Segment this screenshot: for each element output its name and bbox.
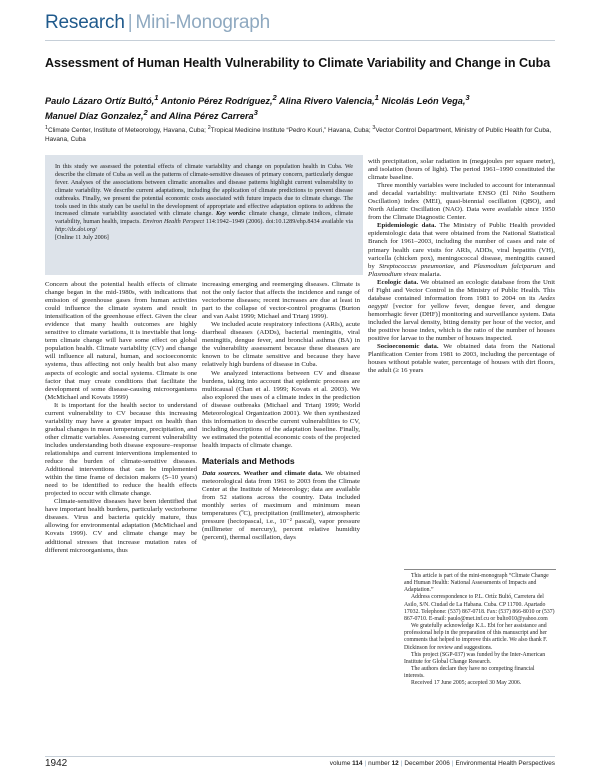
doi-link[interactable]: http://dx.doi.org/ xyxy=(55,227,97,234)
author-affiliation-marker: 2 xyxy=(272,93,277,102)
body-column-3 xyxy=(368,158,555,375)
section-name: Research xyxy=(45,12,125,33)
author-affiliation-marker: 1 xyxy=(154,93,159,102)
footnote-dates: Received 17 June 2005; accepted 30 May 2006. xyxy=(411,680,522,687)
author: and Alina Pérez Carrera xyxy=(147,111,254,122)
species-name: Plasmodium vivax xyxy=(368,270,418,278)
footnote-funding: This project (SGP-037) was funded by the Inter-American Institute for Global Change Research. xyxy=(404,651,546,665)
paragraph: We analyzed interactions between CV and disease burdens, taking into account that epidemic processes are multicausal (Chan et al. 1999; Kovats et al. 2003). We also explored the uses of a climate index in the prediction of disease outbreaks (Michael and Trtanj 1999; World Meteorological Organization 2001). We then synthesized this information to describe current vulnerabilities to CV, including descriptions of the adaptation baseline. Finally, we estimated the potential economic costs of the projected health impacts of climate change. xyxy=(202,369,360,449)
paragraph-text: , and xyxy=(453,262,474,270)
author-affiliation-marker: 3 xyxy=(253,108,258,118)
author: Antonio Pérez Rodríguez, xyxy=(158,96,273,107)
author: Alina Rivero Valencia, xyxy=(276,96,375,107)
author: Manuel Díaz Gonzalez, xyxy=(45,111,144,122)
footer-separator: | xyxy=(451,760,454,767)
keywords: climate change, climate indices, climate variability, human health, impacts. xyxy=(55,211,353,226)
body-column-2 xyxy=(202,281,360,542)
species-name: Streptococcus pneumoniae xyxy=(378,262,454,270)
volume-number: 114 xyxy=(350,760,363,767)
issue-number: 12 xyxy=(389,760,399,767)
affiliation-text: Climate Center, Institute of Meteorology, Havana, Cuba; xyxy=(47,127,208,135)
footnote-correspondence: Address correspondence to P.L. Ortíz Bultó, Carretera del Asilo, S/N. Ciudad de La Habana. Cuba. CP 11700. Apartado 17032. Telephone: (537) 867-0718. Fax: (537) 866-8010 or (537) 867-0710. E-mail: paulo@met.inf.cu or bulto010@yahoo.com xyxy=(404,594,555,622)
page-number: 1942 xyxy=(45,758,68,769)
paragraph xyxy=(368,343,555,375)
paragraph: with precipitation, solar radiation in (megajoules per square meter), and isolation (hours of light). The period 1961–1990 constituted the climate baseline. xyxy=(368,158,555,182)
paragraph: Concern about the potential health effects of climate change began in the mid-1980s, with indications that emission of greenhouse gases from human activities could influence the climate system and result in intensification of the greenhouse effect. Given the clear evidence that many health outcomes are highly sensitive to climate variations, it is inevitable that long-term climate change will have some effect on global population health. Climate variability (CV) and change will influence all natural, human, and socioeconomic systems, thus affecting not only health but also many aspects of ecologic and social systems. Climate is one factor that may create conditions that facilitate the development of some disease-causing microorganisms (McMichael and Kovats 1999) xyxy=(45,281,197,401)
affiliation-number: 2 xyxy=(207,125,211,131)
paragraph-text: and xyxy=(541,262,556,270)
paragraph xyxy=(368,279,555,343)
abstract-box xyxy=(45,155,363,275)
author-affiliation-marker: 3 xyxy=(465,93,470,102)
author-affiliation-marker: 2 xyxy=(143,108,148,118)
paragraph-text: malaria. xyxy=(417,270,442,278)
author: Nicolás León Vega, xyxy=(378,96,466,107)
footnote: This article is part of the mini-monograph “Climate Change and Human Health: National Assessments of Impacts and Adaptation.” xyxy=(404,573,549,594)
journal-name: Environmental Health Perspectives xyxy=(455,760,555,767)
citation-details: 114:1942–1949 (2006). doi:10.1289/ehp.8434 available via xyxy=(204,219,353,226)
subheading-epidemiologic: Epidemiologic data. xyxy=(377,222,437,230)
footer-separator: | xyxy=(400,760,403,767)
affiliation-text: Vector Control Department, Ministry of Public Health for Cuba, Havana, Cuba xyxy=(45,127,552,144)
footnote-divider xyxy=(404,569,556,570)
section-separator: | xyxy=(127,12,133,33)
author: Paulo Lázaro Ortíz Bultó, xyxy=(45,96,155,107)
paragraph-text: The Ministry of Public Health provided epidemiologic data that were obtained from the National Statistical Branch for 1961–2003, including the number of cases and rate of primary health care visits for ARIs, ADDs, viral hepatitis (VH), varicella (chicken pox), meningococcal disease, meningitis caused by xyxy=(368,222,555,270)
affiliation-number: 1 xyxy=(45,125,48,131)
paragraph xyxy=(368,222,555,278)
paragraph-text: We obtained data from the National Planification Center from 1981 to 2003, including the percentage of houses without potable water, percentage of houses with dirt floors, the adult (≥ 16 years xyxy=(368,343,555,375)
header-divider xyxy=(45,40,555,41)
running-header xyxy=(45,12,555,40)
species-name: Aedes aegypti xyxy=(368,294,555,310)
subsection-name: Mini-Monograph xyxy=(135,12,270,33)
keywords-label: Key words: xyxy=(216,211,246,218)
section-label xyxy=(45,12,270,33)
footer-separator: | xyxy=(364,760,367,767)
affiliation-text: Tropical Medicine Institute “Pedro Kouri,” Havana, Cuba; xyxy=(210,127,373,135)
paragraph: Three monthly variables were included to account for interannual and decadal variability: multivariate ENSO (El Niño Southern Oscillation) index (MEI), quasi-biennial oscillation (QBO), and North Atlantic Oscillation (NAO). Data were available since 1950 from the Climate Diagnostic Center. xyxy=(368,182,555,222)
paragraph xyxy=(202,470,360,542)
citation-journal: Environ Health Perspect xyxy=(142,219,205,226)
subheading-socioeconomic: Socioeconomic data. xyxy=(377,343,439,351)
issue-date: December 2006 xyxy=(404,760,450,767)
paragraph: We included acute respiratory infections (ARIs), acute diarrheal diseases (ADDs), bacterial meningitis, viral meningitis, dengue fever, and bronchial asthma (BA) in the vulnerability assessment because these diseases are known to be climate sensitive and because they have relatively high burdens of disease in Cuba. xyxy=(202,321,360,369)
subheading-ecologic: Ecologic data. xyxy=(377,278,419,286)
author-affiliation-marker: 1 xyxy=(374,93,379,102)
volume-label: volume xyxy=(329,760,351,767)
author-list xyxy=(45,92,555,123)
paragraph-text: We obtained meteorological data from 1961 to 2003 from the Climate Center at the Institute of Meteorology; data are available from 52 stations across the country. Data included monthly series of maximum and minimum mean temperatures (ºC), precipitation (millimeter), atmospheric pressure (hectopascal, i.e., 10⁻² pascal), vapor pressure (millimeter of mercury), percent relative humidity (percent), thermal oscillation, days xyxy=(202,469,360,542)
affiliation-number: 3 xyxy=(372,125,376,131)
paragraph: It is important for the health sector to understand current vulnerability to CV because this increasing variability may have a greater impact on health than gradual changes in mean temperature, precipitation, and other climatic variables. Assessing current vulnerability includes understanding both disease exposure–response relationships and current interventions implemented to reduce the burden of climate-sensitive diseases. Additional interventions that can be implemented within the time frame of decision makers (5–10 years) need to be identified to reduce the health effects projected to occur with climate change. xyxy=(45,401,197,498)
footnote-competing-interests: The authors declare they have no competing financial interests. xyxy=(404,666,535,680)
article-title: Assessment of Human Health Vulnerability to Climate Variability and Change in Cuba xyxy=(45,56,551,70)
subheading-data-sources: Data sources. xyxy=(202,469,241,477)
abstract-body: In this study we assessed the potential effects of climate variability and change on population health in Cuba. We describe the climate of Cuba as well as the patterns of climate-sensitive diseases of primary concern, particularly dengue fever. Analyses of the associations between climatic anomalies and disease patterns highlight current vulnerability to climate variability. We describe current adaptations, including the application of climate predictions to prevent disease outbreaks. Finally, we present the potential economic costs associated with future impacts due to climate change. The tools used in this study can be useful in the development of appropriate and effective adaptation options to address the increased climate variability associated with climate change. xyxy=(55,164,353,218)
footer-divider xyxy=(45,756,555,757)
footnote-acknowledgments: We gratefully acknowledge K.L. Ebi for her assistance and professional help in the preparation of this manuscript and her comments that helped to improve this article. We also thank F. Dickinson for review and suggestions. xyxy=(404,623,548,651)
journal-footer xyxy=(330,760,555,767)
subheading-weather: Weather and climate data. xyxy=(240,469,323,477)
paragraph: increasing emerging and reemerging diseases. Climate is not the only factor that affects the incidence and range of vectorborne diseases; recent increases are due at least in part to the collapse of vector-control programs (Burton and van Aalst 1999; Michael and Trtanj 1999). xyxy=(202,281,360,321)
affiliations xyxy=(45,124,555,145)
footnotes xyxy=(404,573,556,688)
paragraph-text: We obtained an ecologic database from the Unit of Fight and Vector Control in the Ministry of Public Health. This database contained information from 1981 to 2004 on its xyxy=(368,278,555,302)
species-name: Plasmodium falciparum xyxy=(473,262,542,270)
paragraph-text: [vector for yellow fever, dengue fever, and dengue hemorrhagic fever (DHF)] monitoring and surveillance system. Data included the larval density, biting density per hour of the vector, and the positive house index, which is the ratio of the number of houses positive for larvae to the number of houses inspected. xyxy=(368,302,555,343)
body-column-1 xyxy=(45,281,197,555)
section-heading-methods: Materials and Methods xyxy=(202,455,295,466)
abstract-text xyxy=(55,164,353,243)
online-date: [Online 11 July 2006] xyxy=(55,235,109,242)
paragraph: Climate-sensitive diseases have been identified that have important health burdens, particularly vectorborne diseases. Virus and bacteria quickly mature, thus allowing for environmental adaptation (McMichael and Kovats 1999). CV and climate change may be additional stresses that increase mutation rates of different microorganisms, thus xyxy=(45,498,197,554)
issue-label: number xyxy=(368,760,390,767)
